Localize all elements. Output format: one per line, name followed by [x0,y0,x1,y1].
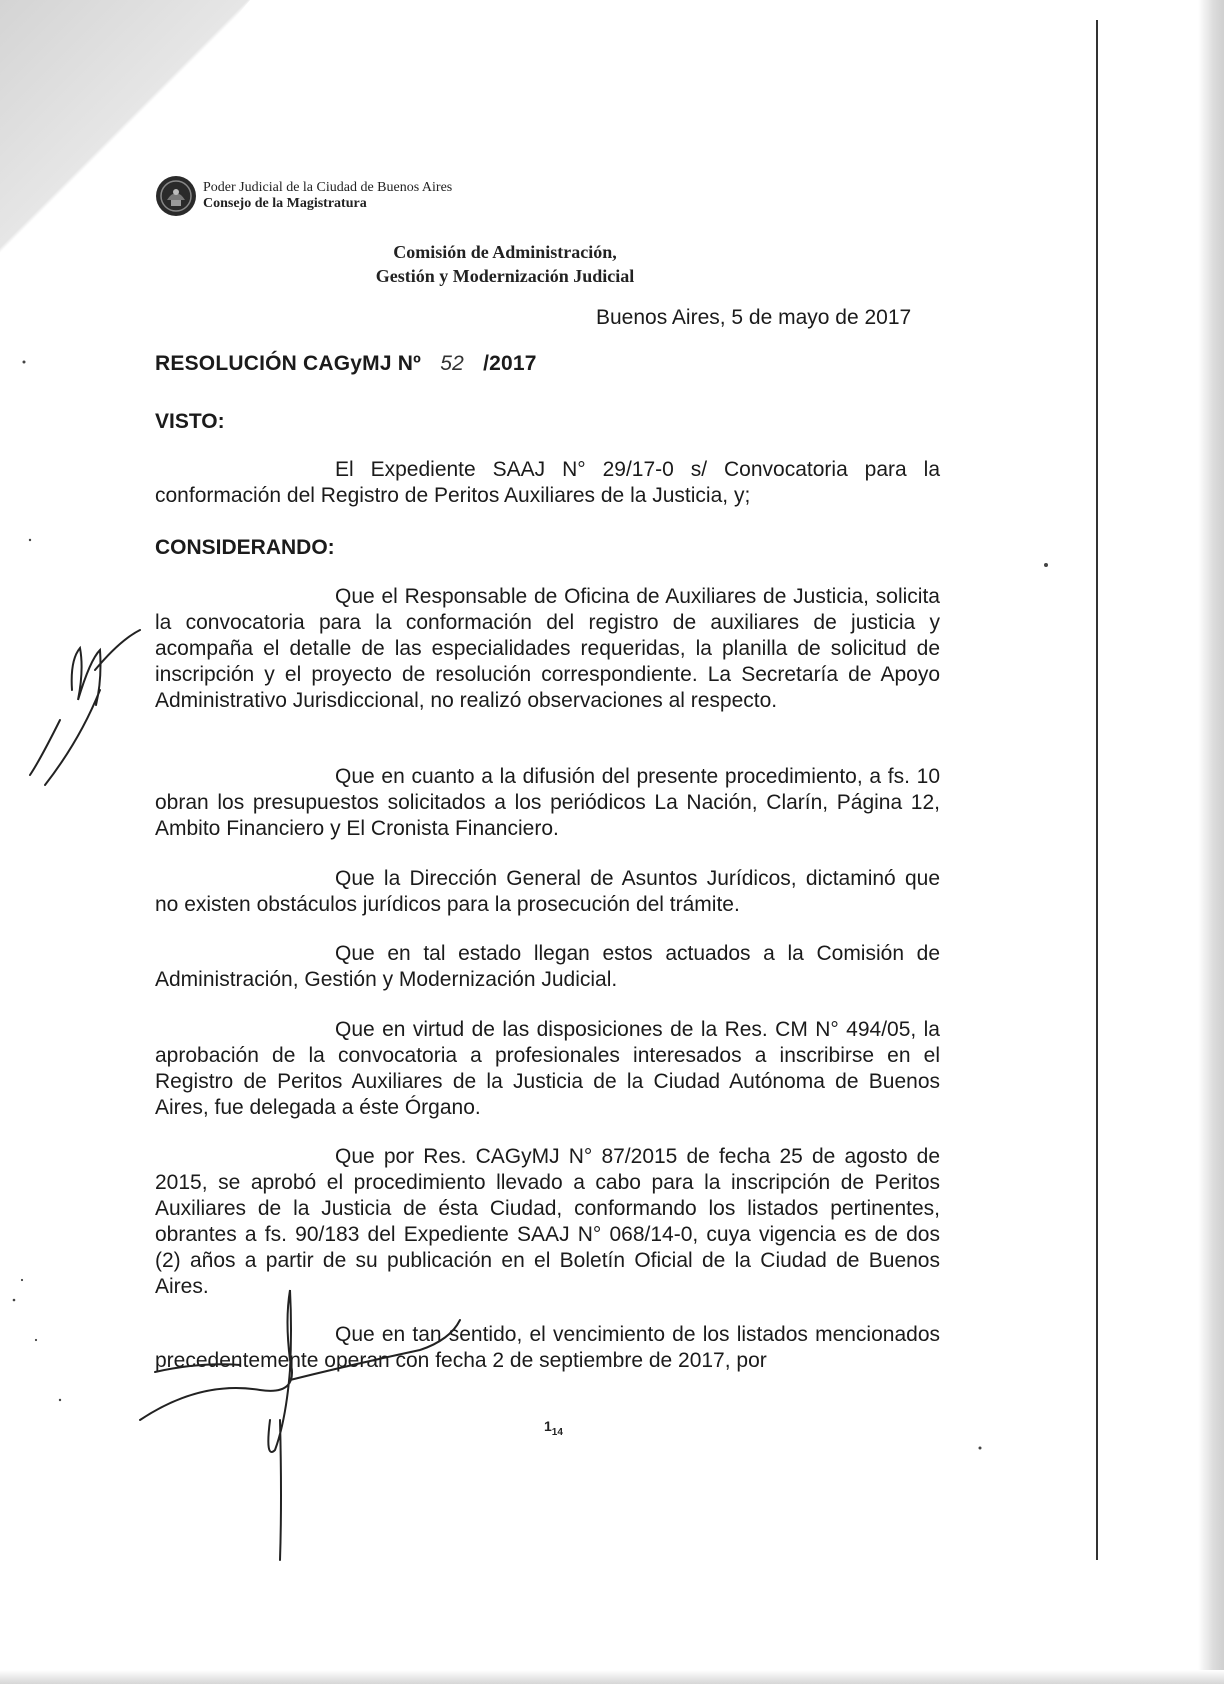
page-number-value: 1 [544,1418,552,1434]
visto-heading: VISTO: [155,410,225,433]
scan-edge-right [1198,0,1224,1684]
considerando-paragraph-4: Que en tal estado llegan estos actuados a la Comisión de Administración, Gestión y Modernización Judicial. [155,942,940,991]
document-date: Buenos Aires, 5 de mayo de 2017 [596,306,912,329]
considerando-paragraph-7: Que en tan sentido, el vencimiento de los listados mencionados precedentemente operan con fecha 2 de septiembre de 2017, por [155,1323,940,1372]
page-corner-fold [0,0,250,300]
scan-edge-bottom [0,1670,1224,1684]
seal-emblem-icon [154,174,198,218]
margin-rule [1096,20,1098,1560]
visto-paragraph: El Expediente SAAJ N° 29/17-0 s/ Convocatoria para la conformación del Registro de Peritos Auxiliares de la Justicia, y; [155,458,940,507]
considerando-paragraph-1: Que el Responsable de Oficina de Auxiliares de Justicia, solicita la convocatoria para la conformación del registro de auxiliares de justicia y acompaña el detalle de las especialidades requeridas, la planilla de solicitud de inscripción y el proyecto de resolución correspondiente. La Secretaría de Apoyo Administrativo Jurisdiccional, no realizó observaciones al respecto. [155,585,940,712]
commission-line-2: Gestión y Modernización Judicial [375,266,635,286]
considerando-paragraph-2: Que en cuanto a la difusión del presente procedimiento, a fs. 10 obran los presupuestos solicitados a los periódicos La Nación, Clarín, Página 12, Ambito Financiero y El Cronista Financiero. [155,765,940,840]
folio-mark: 14 [551,1426,563,1438]
commission-line-1: Comisión de Administración, [393,242,617,262]
resolution-handwritten-number: 52 [440,352,464,375]
resolution-prefix: RESOLUCIÓN CAGyMJ Nº [155,352,422,375]
resolution-suffix: /2017 [483,352,537,375]
considerando-paragraph-6: Que por Res. CAGyMJ N° 87/2015 de fecha 25 de agosto de 2015, se aprobó el procedimiento llevado a cabo para la inscripción de Peritos Auxiliares de la Justicia de ésta Ciudad, conformando los listados pertinentes, obrantes a fs. 90/183 del Expediente SAAJ N° 068/14-0, cuya vigencia es de dos (2) años a partir de su publicación en el Boletín Oficial de la Ciudad de Buenos Aires. [155,1145,940,1298]
page-number [544,1418,563,1438]
resolution-number [155,352,537,376]
considerando-paragraph-5: Que en virtud de las disposiciones de la Res. CM N° 494/05, la aprobación de la convocatoria a profesionales interesados a inscribirse en el Registro de Peritos Auxiliares de la Justicia de la Ciudad Autónoma de Buenos Aires, fue delegada a éste Órgano. [155,1018,940,1119]
commission-title [330,240,680,288]
initials-signature-left [30,630,140,785]
considerando-heading: CONSIDERANDO: [155,536,335,559]
institution-line-1: Poder Judicial de la Ciudad de Buenos Aires [203,180,453,195]
institution-line-2: Consejo de la Magistratura [203,196,367,211]
institution-header [203,180,452,212]
considerando-paragraph-3: Que la Dirección General de Asuntos Jurídicos, dictaminó que no existen obstáculos jurídicos para la prosecución del trámite. [155,867,940,916]
